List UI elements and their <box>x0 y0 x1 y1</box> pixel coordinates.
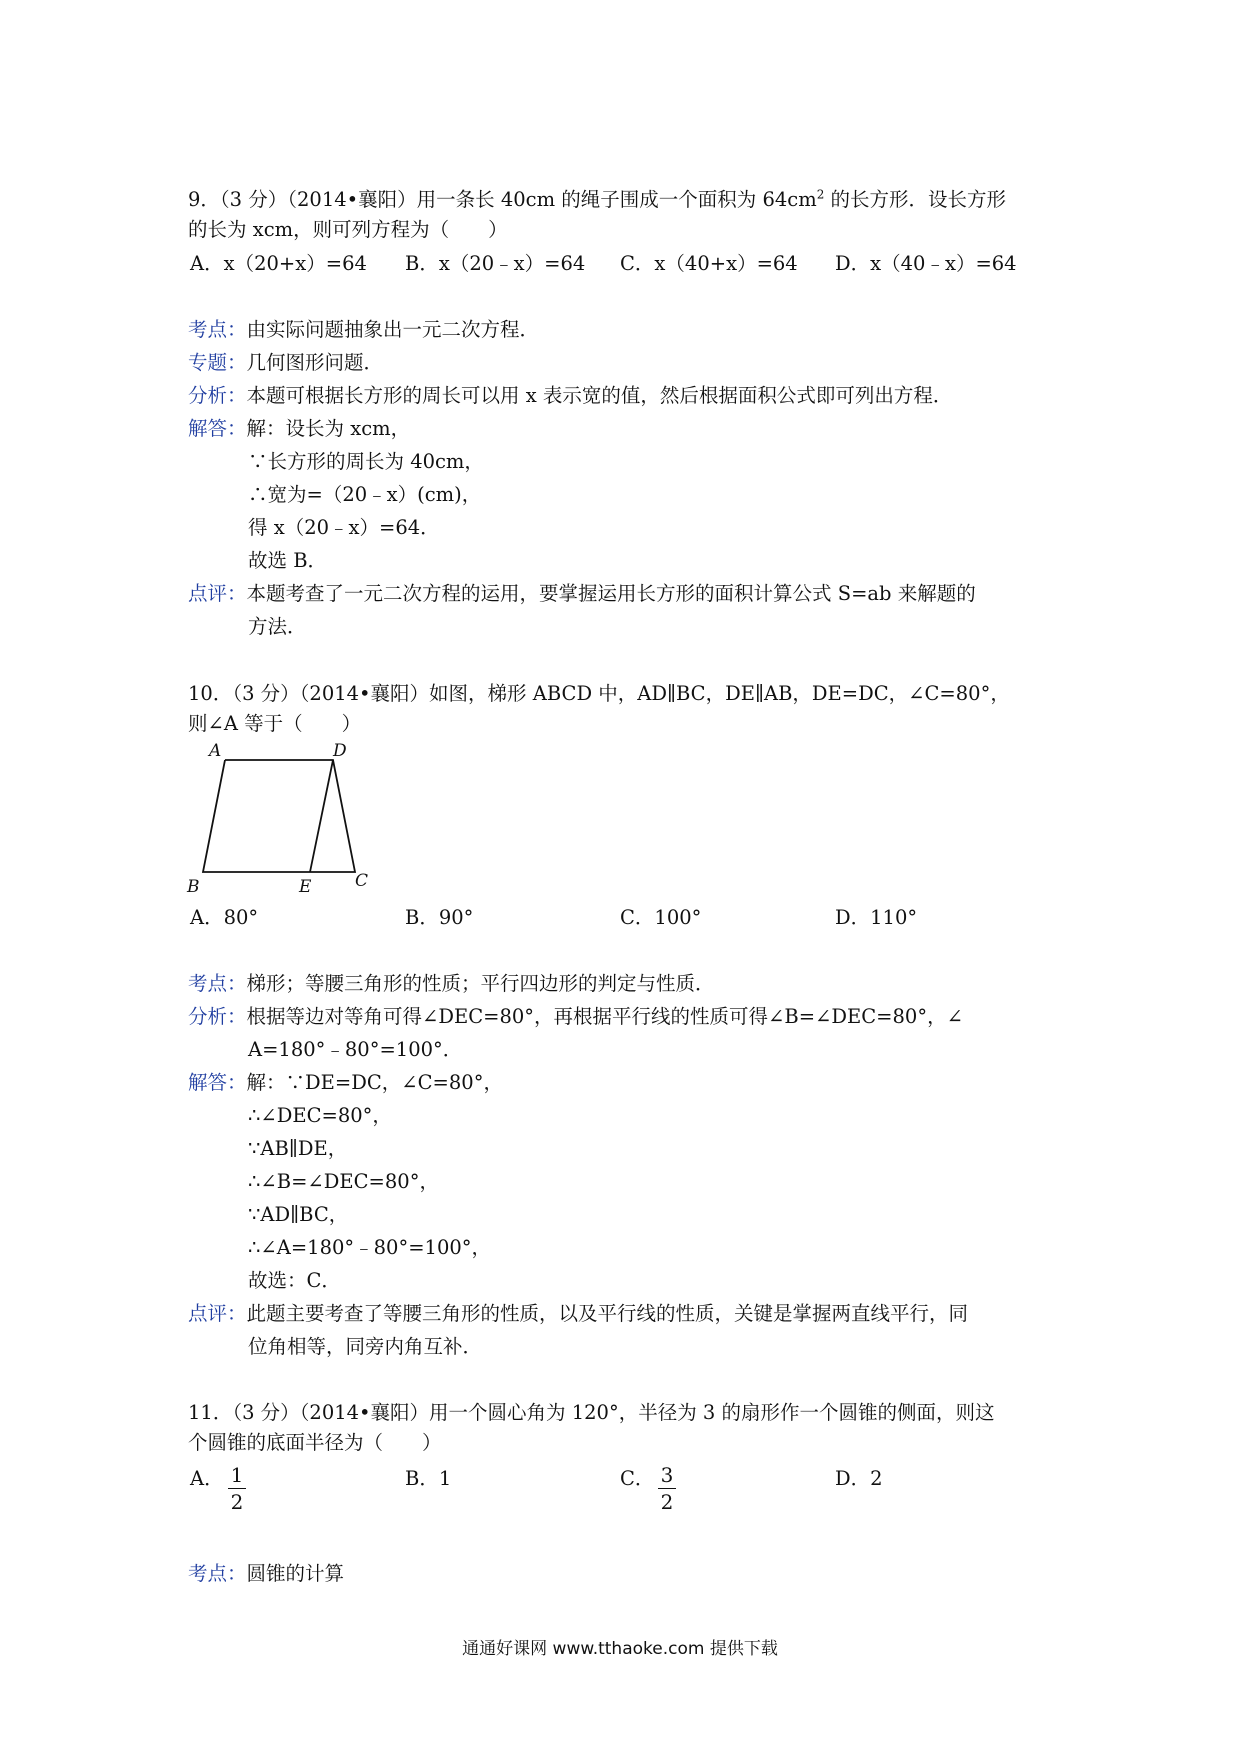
q9-option-a: A．x（20+x）=64 <box>190 252 367 275</box>
q9-dianping: 点评：本题考查了一元二次方程的运用，要掌握运用长方形的面积计算公式 S=ab 来解题的 <box>188 582 976 605</box>
q11-line2: 个圆锥的底面半径为（ ） <box>188 1431 442 1454</box>
q10-dianping-line2: 位角相等，同旁内角互补． <box>248 1335 483 1358</box>
fraction-bar <box>228 1488 246 1489</box>
segment-de <box>310 760 333 872</box>
fraction-numerator: 3 <box>660 1463 674 1487</box>
q9-dianping-line2: 方法． <box>248 615 307 638</box>
page-footer: 通通好课网 www.tthaoke.com 提供下载 <box>462 1639 778 1659</box>
fraction-denominator: 2 <box>230 1490 244 1514</box>
q11-option-c-fraction <box>656 1462 678 1515</box>
q10-line2: 则∠A 等于（ ） <box>188 712 362 735</box>
q10-jieda-line7: 故选：C． <box>248 1269 341 1292</box>
q10-kaodian: 考点：梯形；等腰三角形的性质；平行四边形的判定与性质． <box>188 972 715 995</box>
label-b: B <box>187 877 200 897</box>
q9-line1: 9．（3 分）（2014•襄阳）用一条长 40cm 的绳子围成一个面积为 $64cm^2$ 的长方形．设长方形 <box>188 187 1007 211</box>
label-e: E <box>299 877 312 897</box>
q10-jieda-line6: ∴∠A=180°﹣80°=100°， <box>248 1236 492 1259</box>
q9-fenxi: 分析：本题可根据长方形的周长可以用 x 表示宽的值，然后根据面积公式即可列出方程． <box>188 384 953 407</box>
q11-option-a-fraction <box>226 1462 248 1515</box>
q10-jieda-line5: ∵AD∥BC， <box>248 1203 349 1226</box>
q11-option-d: D．2 <box>835 1467 883 1490</box>
q10-jieda: 解答：解：∵DE=DC，∠C=80°， <box>188 1071 503 1094</box>
trapezoid-outline <box>203 760 355 872</box>
q11-option-c: C． <box>620 1467 655 1490</box>
q9-jieda-line5: 故选 B． <box>248 549 328 572</box>
q11-option-a: A． <box>190 1467 224 1490</box>
q9-jieda-line2: ∵长方形的周长为 40cm， <box>248 450 484 473</box>
label-a: A <box>209 741 222 761</box>
q9-jieda: 解答：解：设长为 xcm， <box>188 417 411 440</box>
q10-option-a: A．80° <box>190 906 259 929</box>
trapezoid-figure <box>185 740 385 900</box>
label-c: C <box>355 871 369 891</box>
q9-zhuanti: 专题：几何图形问题． <box>188 351 384 374</box>
fraction-numerator: 1 <box>230 1463 244 1487</box>
q9-jieda-line4: 得 x（20﹣x）=64． <box>248 516 440 539</box>
q10-option-d: D．110° <box>835 906 918 929</box>
q9-line2: 的长为 xcm，则可列方程为（ ） <box>188 218 508 241</box>
q11-option-b: B．1 <box>405 1467 452 1490</box>
q9-option-c: C．x（40+x）=64 <box>620 252 798 275</box>
q11-kaodian: 考点：圆锥的计算 <box>188 1562 345 1585</box>
q10-option-b: B．90° <box>405 906 474 929</box>
q9-jieda-line3: ∴宽为=（20﹣x）(cm)， <box>248 483 482 506</box>
fraction-bar <box>658 1488 676 1489</box>
fraction-denominator: 2 <box>660 1490 674 1514</box>
q10-jieda-line3: ∵AB∥DE， <box>248 1137 348 1160</box>
q10-line1: 10．（3 分）（2014•襄阳）如图，梯形 ABCD 中，AD∥BC，DE∥AB，DE=DC，∠C=80°， <box>188 682 1010 705</box>
q10-jieda-line4: ∴∠B=∠DEC=80°， <box>248 1170 439 1193</box>
q11-line1: 11．（3 分）（2014•襄阳）用一个圆心角为 120°，半径为 3 的扇形作一个圆锥的侧面，则这 <box>188 1401 995 1424</box>
q10-option-c: C．100° <box>620 906 702 929</box>
q9-option-d: D．x（40﹣x）=64 <box>835 252 1017 275</box>
q9-kaodian: 考点：由实际问题抽象出一元二次方程． <box>188 318 540 341</box>
q10-fenxi-line2: A=180°﹣80°=100°． <box>248 1038 463 1061</box>
q9-option-b: B．x（20﹣x）=64 <box>405 252 586 275</box>
label-d: D <box>333 741 347 761</box>
q10-dianping: 点评：此题主要考查了等腰三角形的性质，以及平行线的性质，关键是掌握两直线平行，同 <box>188 1302 969 1325</box>
q10-fenxi: 分析：根据等边对等角可得∠DEC=80°，再根据平行线的性质可得∠B=∠DEC=80°，∠ <box>188 1005 963 1028</box>
q10-jieda-line2: ∴∠DEC=80°， <box>248 1104 392 1127</box>
